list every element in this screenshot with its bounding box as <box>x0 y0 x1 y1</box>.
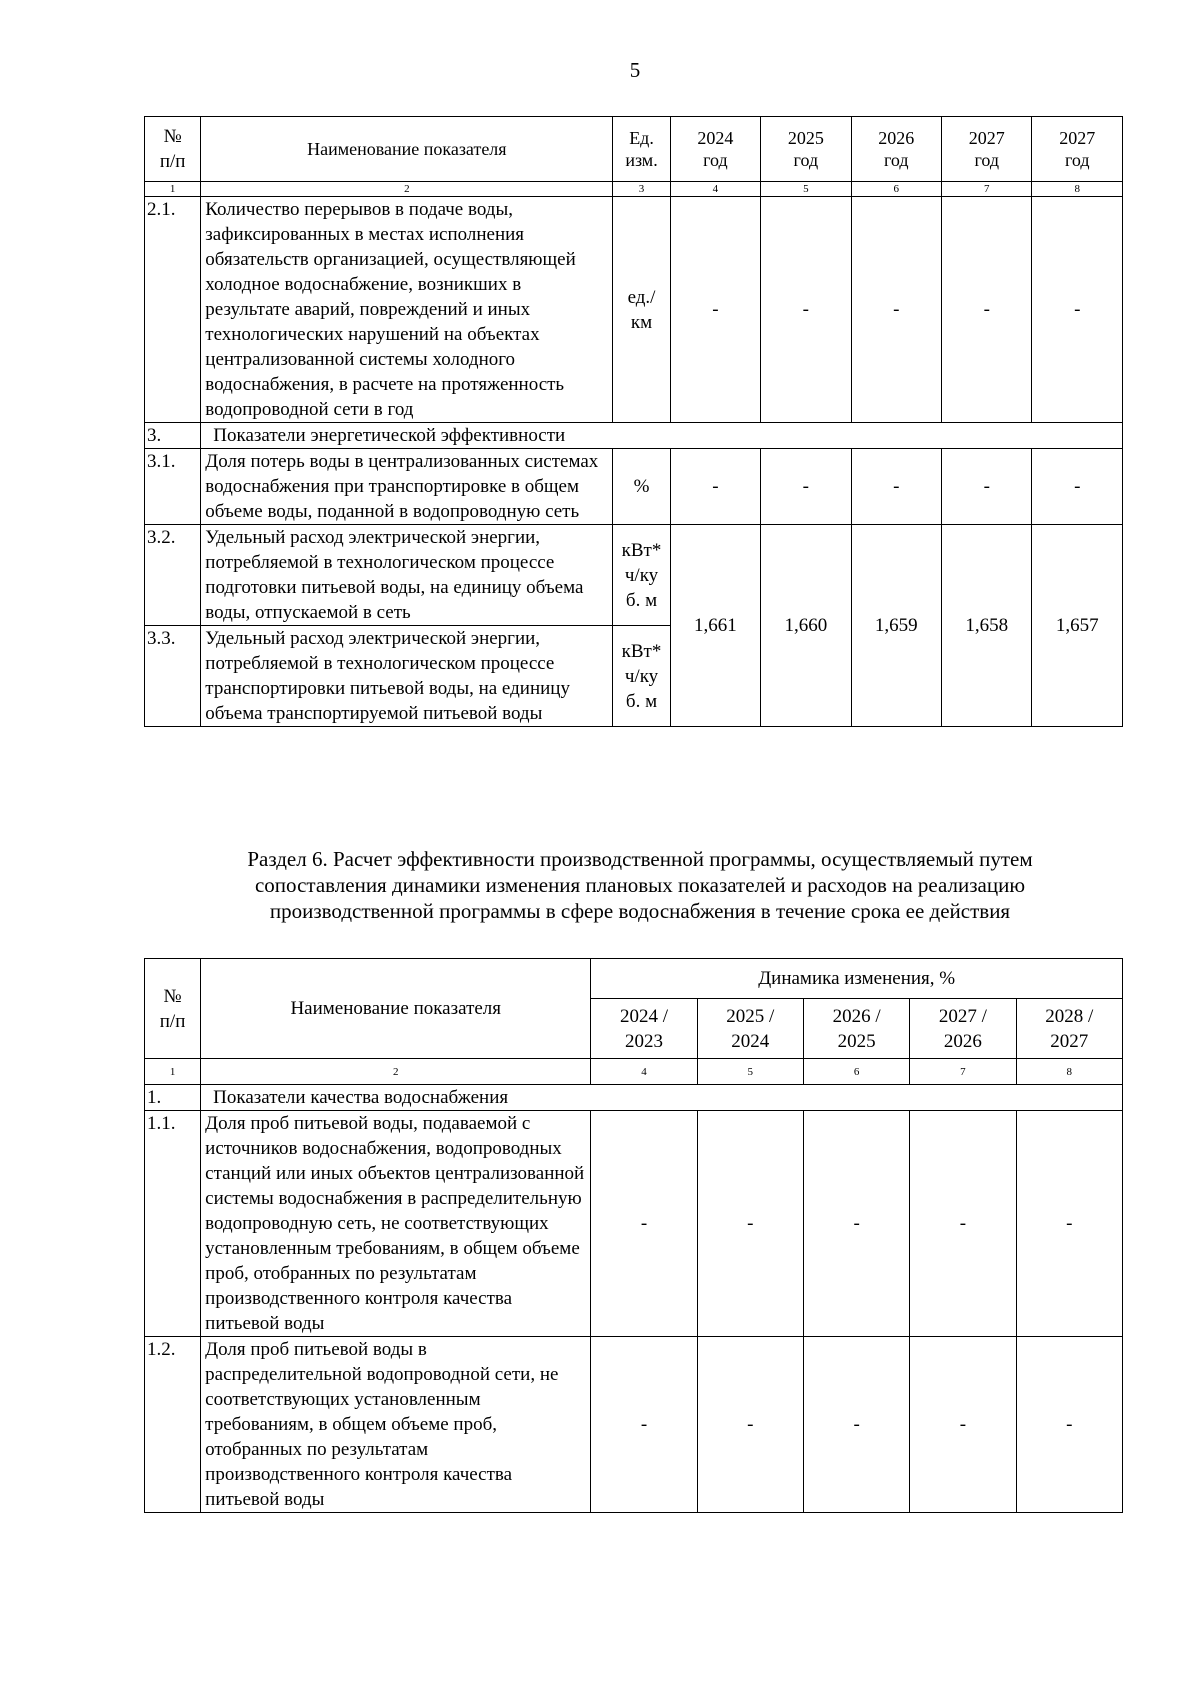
section-title: Показатели качества водоснабжения <box>201 1085 1123 1111</box>
unit: кВт* ч/ку б. м <box>613 626 670 727</box>
table-header-row <box>145 959 1123 999</box>
header-unit: Ед. изм. <box>613 117 670 182</box>
section-row <box>145 1085 1123 1111</box>
row-number: 3.2. <box>145 525 201 626</box>
column-index: 2 <box>201 1059 591 1085</box>
column-index: 8 <box>1032 182 1123 197</box>
row-number: 3.3. <box>145 626 201 727</box>
efficiency-table <box>144 958 1123 1513</box>
header-year: 2024 год <box>670 117 760 182</box>
merged-value-cell: 1,659 <box>851 525 941 727</box>
table-row <box>145 1111 1123 1337</box>
column-index: 7 <box>942 182 1032 197</box>
merged-value-cell: 1,657 <box>1032 525 1123 727</box>
header-period: 2027 / 2026 <box>910 999 1016 1059</box>
merged-value-cell: 1,658 <box>942 525 1032 727</box>
column-index: 5 <box>697 1059 803 1085</box>
value-cell: - <box>942 449 1032 525</box>
header-num: № п/п <box>145 117 201 182</box>
header-period: 2025 / 2024 <box>697 999 803 1059</box>
indicators-table <box>144 116 1123 727</box>
section-row <box>145 423 1123 449</box>
header-year: 2026 год <box>851 117 941 182</box>
header-year: 2025 год <box>761 117 851 182</box>
column-index-row <box>145 182 1123 197</box>
value-cell: - <box>591 1337 697 1513</box>
header-year: 2027 год <box>942 117 1032 182</box>
row-number: 2.1. <box>145 197 201 423</box>
value-cell: - <box>670 449 760 525</box>
value-cell: - <box>591 1111 697 1337</box>
header-period: 2024 / 2023 <box>591 999 697 1059</box>
section-number: 1. <box>145 1085 201 1111</box>
table-row <box>145 525 1123 626</box>
section-number: 3. <box>145 423 201 449</box>
column-index: 5 <box>761 182 851 197</box>
value-cell: - <box>1032 197 1123 423</box>
value-cell: - <box>1016 1111 1122 1337</box>
column-index: 6 <box>851 182 941 197</box>
column-index: 2 <box>201 182 613 197</box>
row-number: 1.2. <box>145 1337 201 1513</box>
header-num: № п/п <box>145 959 201 1059</box>
value-cell: - <box>851 449 941 525</box>
value-cell: - <box>910 1337 1016 1513</box>
indicator-name: Доля проб питьевой воды в распределительной водопроводной сети, не соответствующих установленным требованиям, в общем объеме проб, отобранных по результатам производственного контроля качества питьевой воды <box>201 1337 591 1513</box>
header-name: Наименование показателя <box>201 959 591 1059</box>
merged-value-cell: 1,660 <box>761 525 851 727</box>
value-cell: - <box>851 197 941 423</box>
indicator-name: Доля проб питьевой воды, подаваемой с источников водоснабжения, водопроводных станций или иных объектов централизованной системы водоснабжения в распределительную водопроводную сеть, не соответствующих установленным требованиям, в общем объеме проб, отобранных по результатам производственного контроля качества питьевой воды <box>201 1111 591 1337</box>
heading-line: Раздел 6. Расчет эффективности производственной программы, осуществляемый путем <box>247 847 1033 871</box>
value-cell: - <box>803 1111 909 1337</box>
unit: кВт* ч/ку б. м <box>613 525 670 626</box>
column-index-row <box>145 1059 1123 1085</box>
value-cell: - <box>1032 449 1123 525</box>
column-index: 4 <box>670 182 760 197</box>
column-index: 3 <box>613 182 670 197</box>
value-cell: - <box>697 1111 803 1337</box>
value-cell: - <box>1016 1337 1122 1513</box>
page-number: 5 <box>629 58 641 82</box>
value-cell: - <box>761 449 851 525</box>
indicator-name: Количество перерывов в подаче воды, зафиксированных в местах исполнения обязательств организацией, осуществляющей холодное водоснабжение, возникших в результате аварий, повреждений и иных технологических нарушений на объектах централизованной системы холодного водоснабжения, в расчете на протяженность водопроводной сети в год <box>201 197 613 423</box>
table-row <box>145 1337 1123 1513</box>
header-period: 2026 / 2025 <box>803 999 909 1059</box>
indicator-name: Удельный расход электрической энергии, потребляемой в технологическом процессе подготовки питьевой воды, на единицу объема воды, отпускаемой в сеть <box>201 525 613 626</box>
column-index: 1 <box>145 182 201 197</box>
section-6-heading <box>150 846 1130 924</box>
heading-line: сопоставления динамики изменения плановых показателей и расходов на реализацию <box>254 873 1026 897</box>
column-index: 4 <box>591 1059 697 1085</box>
header-name: Наименование показателя <box>201 117 613 182</box>
value-cell: - <box>910 1111 1016 1337</box>
table-header-row <box>145 117 1123 182</box>
header-dynamics: Динамика изменения, % <box>591 959 1123 999</box>
unit: ед./ км <box>613 197 670 423</box>
value-cell: - <box>697 1337 803 1513</box>
value-cell: - <box>942 197 1032 423</box>
column-index: 1 <box>145 1059 201 1085</box>
header-year: 2027 год <box>1032 117 1123 182</box>
indicator-name: Доля потерь воды в централизованных системах водоснабжения при транспортировке в общем объеме воды, поданной в водопроводную сеть <box>201 449 613 525</box>
value-cell: - <box>761 197 851 423</box>
header-period: 2028 / 2027 <box>1016 999 1122 1059</box>
column-index: 8 <box>1016 1059 1122 1085</box>
table-row <box>145 197 1123 423</box>
column-index: 7 <box>910 1059 1016 1085</box>
indicator-name: Удельный расход электрической энергии, потребляемой в технологическом процессе транспортировки питьевой воды, на единицу объема транспортируемой питьевой воды <box>201 626 613 727</box>
unit: % <box>613 449 670 525</box>
section-title: Показатели энергетической эффективности <box>201 423 1123 449</box>
value-cell: - <box>803 1337 909 1513</box>
heading-line: производственной программы в сфере водоснабжения в течение срока ее действия <box>269 899 1011 923</box>
merged-value-cell: 1,661 <box>670 525 760 727</box>
column-index: 6 <box>803 1059 909 1085</box>
value-cell: - <box>670 197 760 423</box>
row-number: 3.1. <box>145 449 201 525</box>
row-number: 1.1. <box>145 1111 201 1337</box>
table-row <box>145 449 1123 525</box>
